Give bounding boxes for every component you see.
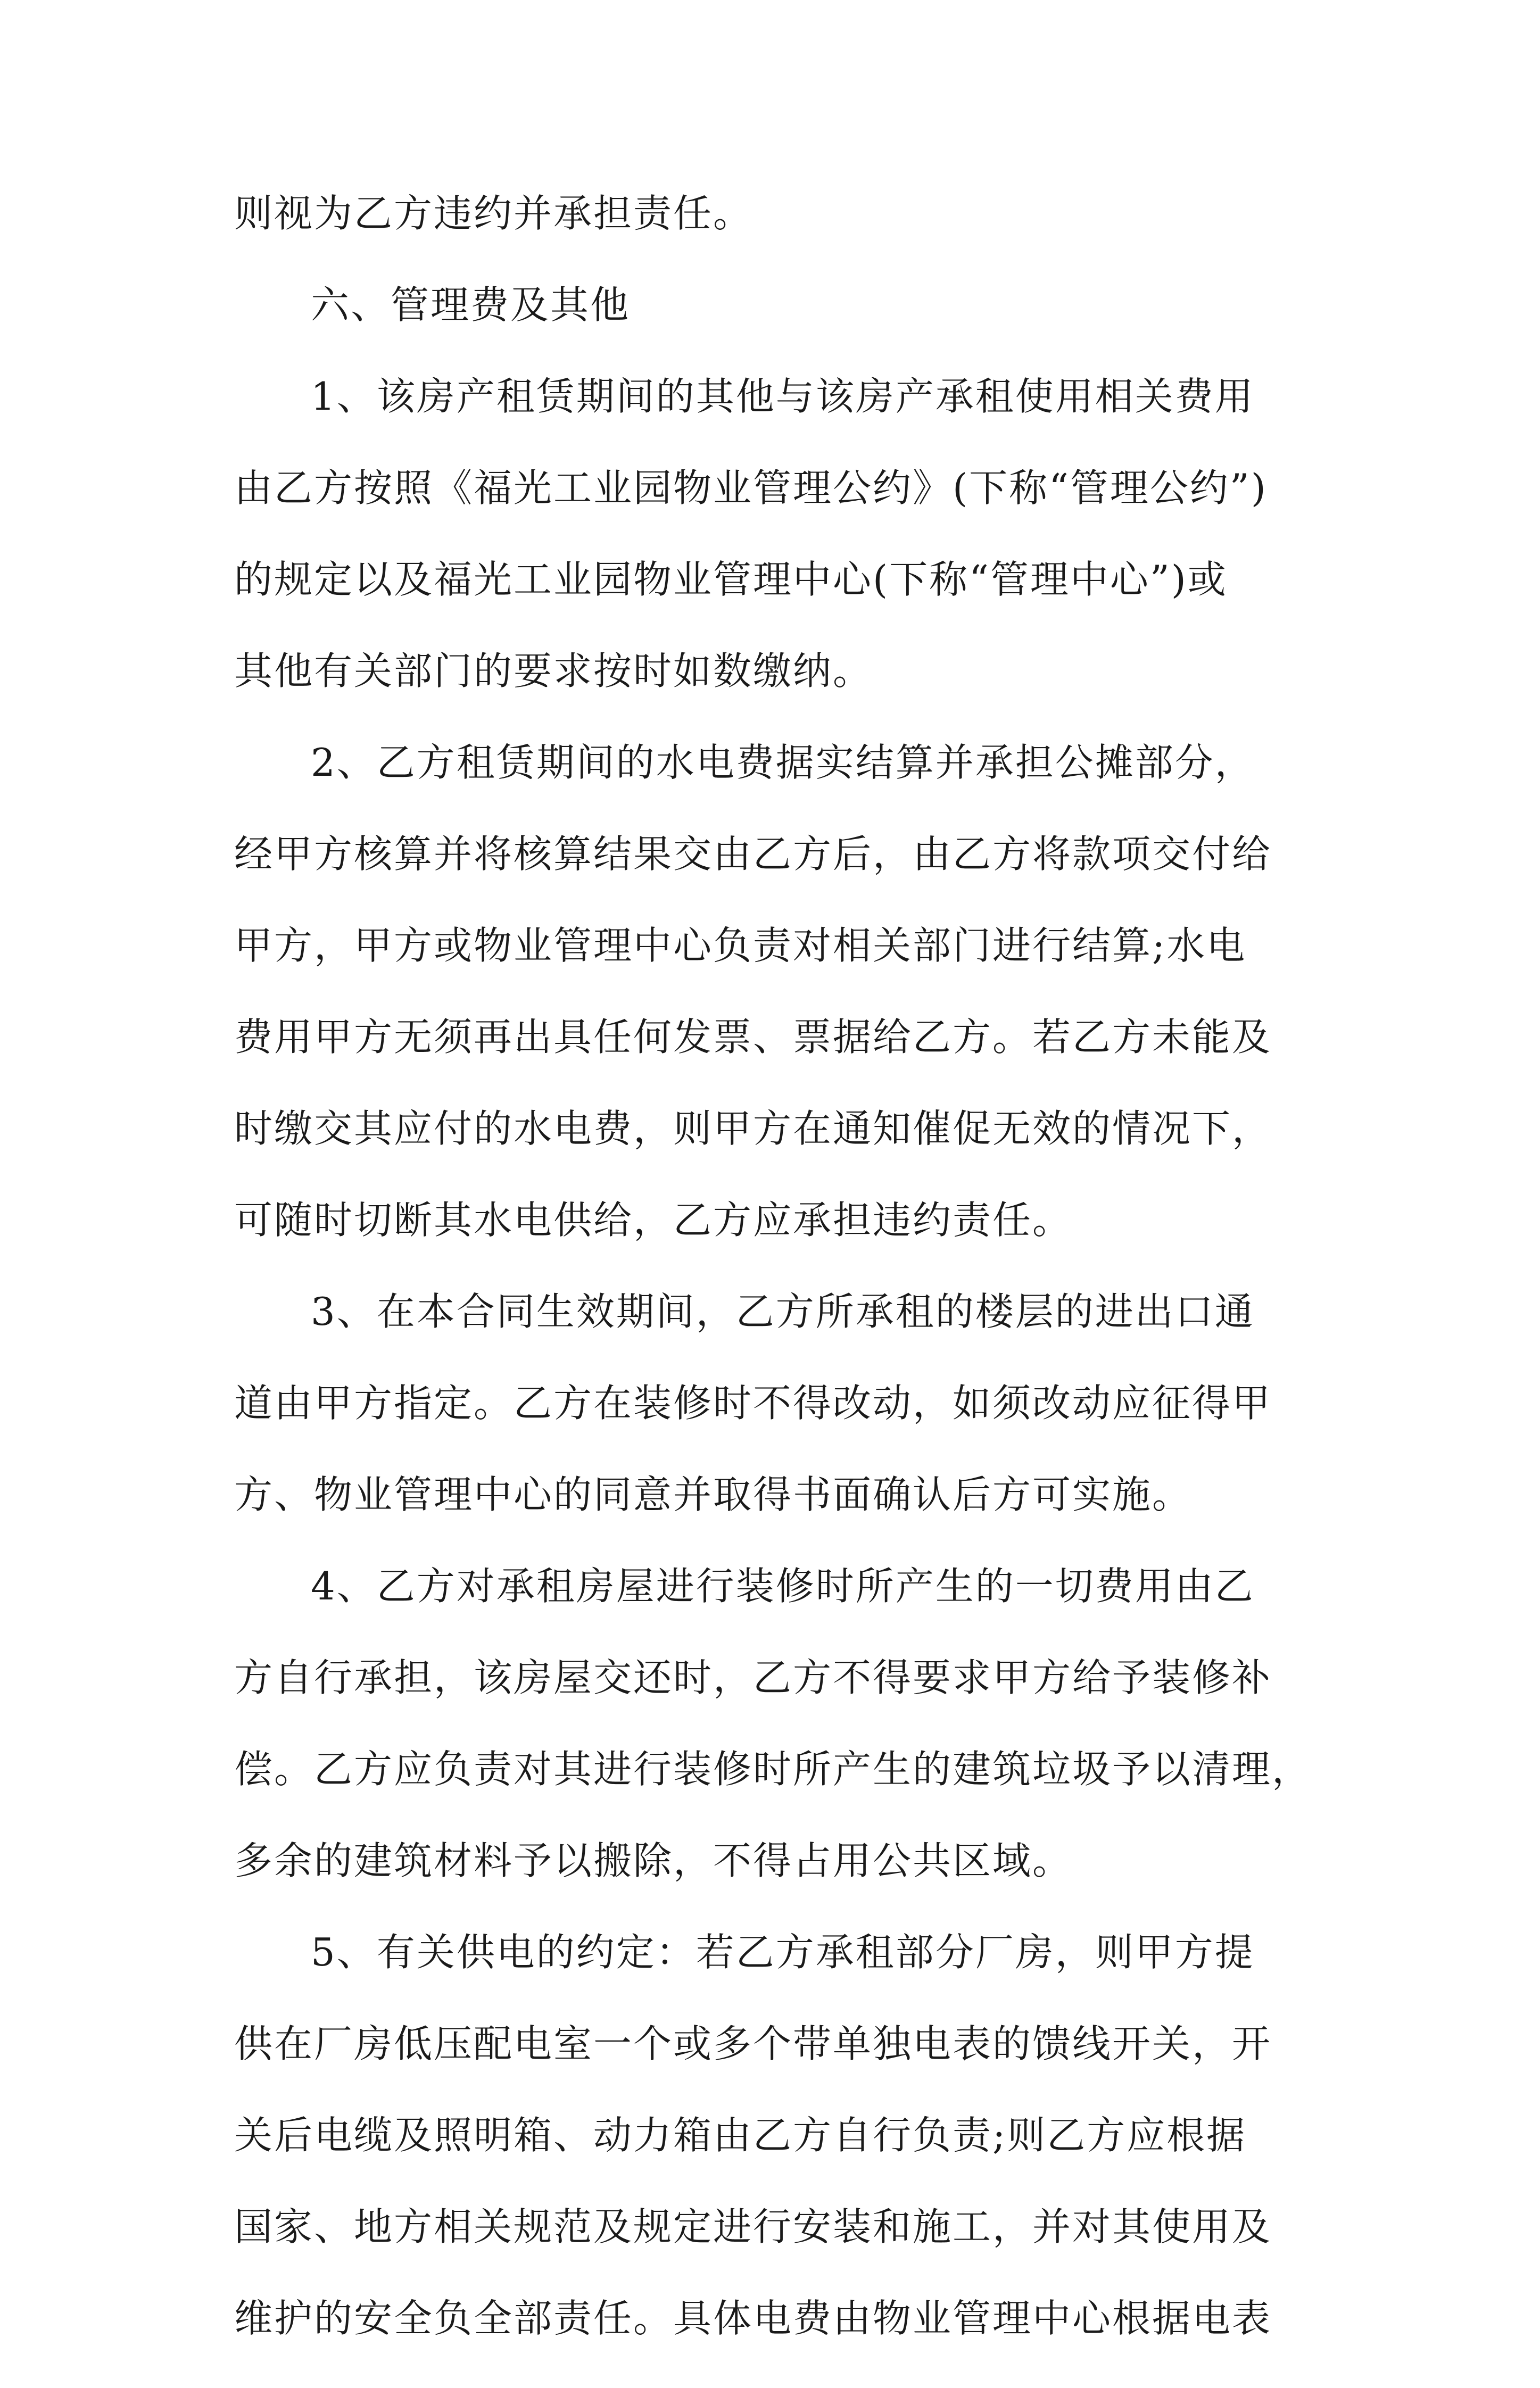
text-line: 甲方，甲方或物业管理中心负责对相关部门进行结算;水电 (234, 923, 1247, 968)
section-heading: 六、管理费及其他 (311, 283, 631, 327)
text-line: 2、乙方租赁期间的水电费据实结算并承担公摊部分， (311, 740, 1255, 785)
text-line: 的规定以及福光工业园物业管理中心(下称“管理中心”)或 (234, 557, 1228, 602)
text-line: 5、有关供电的约定：若乙方承租部分厂房，则甲方提 (311, 1930, 1255, 1975)
text-line: 供在厂房低压配电室一个或多个带单独电表的馈线开关，开 (234, 2021, 1272, 2066)
text-line: 维护的安全负全部责任。具体电费由物业管理中心根据电表 (234, 2296, 1272, 2341)
text-line: 由乙方按照《福光工业园物业管理公约》(下称“管理公约”) (234, 466, 1268, 510)
text-line: 多余的建筑材料予以搬除，不得占用公共区域。 (234, 1838, 1073, 1883)
text-line: 国家、地方相关规范及规定进行安装和施工，并对其使用及 (234, 2204, 1272, 2249)
text-line: 方、物业管理中心的同意并取得书面确认后方可实施。 (234, 1472, 1193, 1517)
text-line: 则视为乙方违约并承担责任。 (234, 191, 754, 236)
text-line: 关后电缆及照明箱、动力箱由乙方自行负责;则乙方应根据 (234, 2113, 1247, 2158)
text-line: 时缴交其应付的水电费，则甲方在通知催促无效的情况下， (234, 1106, 1272, 1151)
text-line: 道由甲方指定。乙方在装修时不得改动，如须改动应征得甲 (234, 1381, 1272, 1425)
text-line: 偿。乙方应负责对其进行装修时所产生的建筑垃圾予以清理， (234, 1747, 1312, 1792)
text-line: 费用甲方无须再出具任何发票、票据给乙方。若乙方未能及 (234, 1015, 1272, 1059)
text-line: 其他有关部门的要求按时如数缴纳。 (234, 649, 873, 693)
text-line: 3、在本合同生效期间，乙方所承租的楼层的进出口通 (311, 1289, 1255, 1334)
text-line: 方自行承担，该房屋交还时，乙方不得要求甲方给予装修补 (234, 1655, 1272, 1700)
text-line: 4、乙方对承租房屋进行装修时所产生的一切费用由乙 (311, 1564, 1255, 1608)
text-line: 经甲方核算并将核算结果交由乙方后，由乙方将款项交付给 (234, 832, 1272, 876)
document-page (234, 191, 1312, 2388)
text-line: 可随时切断其水电供给，乙方应承担违约责任。 (234, 1198, 1073, 1242)
text-line: 1、该房产租赁期间的其他与该房产承租使用相关费用 (311, 374, 1255, 419)
